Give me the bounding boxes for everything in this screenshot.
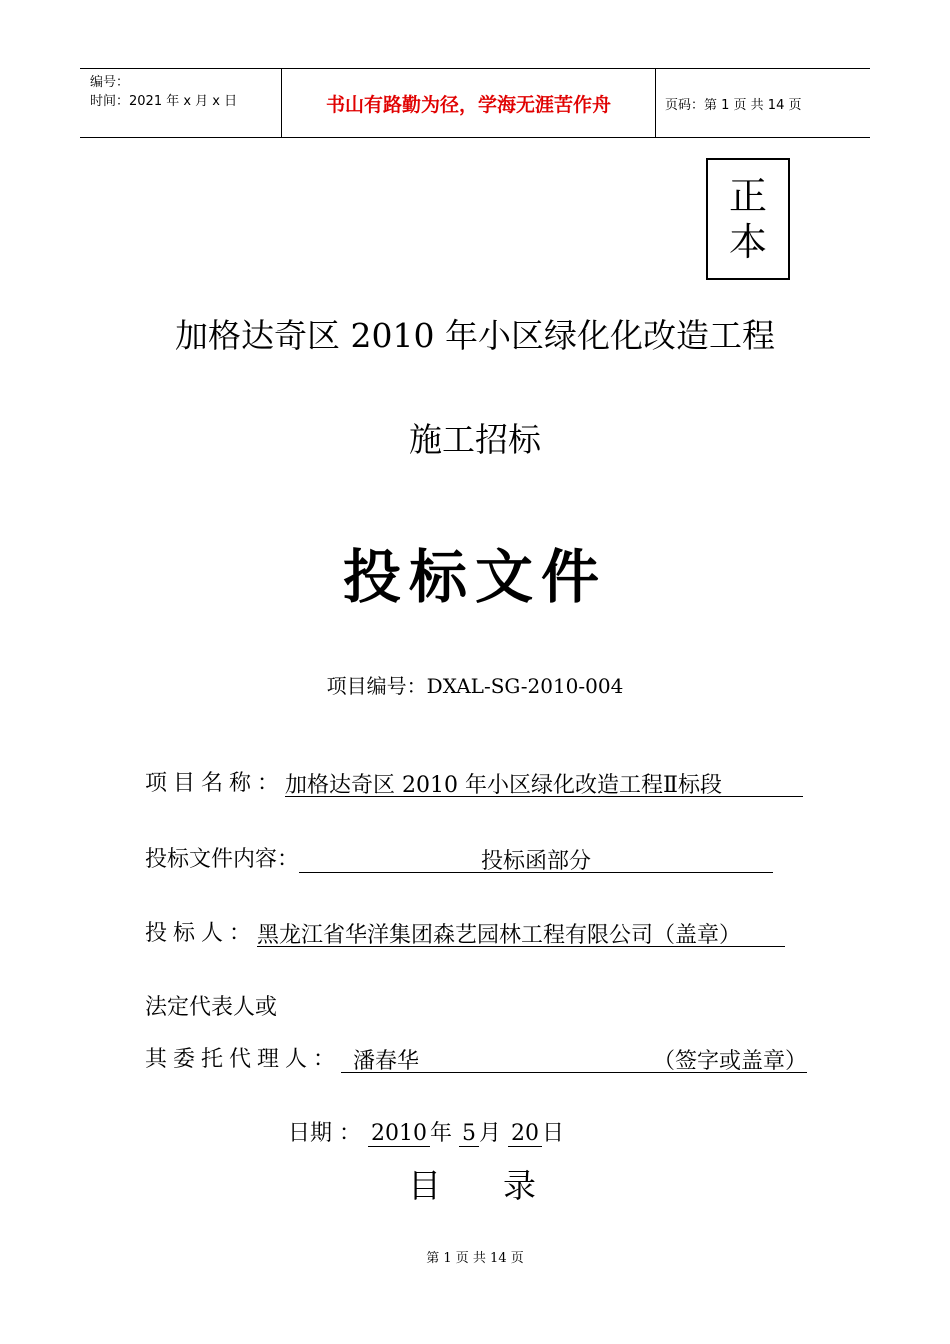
header-page-info: 页码：第 1 页 共 14 页: [665, 97, 802, 113]
stamp-char-1: 正: [728, 174, 767, 218]
stamp-char-2: 本: [728, 220, 767, 264]
legal-rep-label-line: 法定代表人或: [145, 995, 278, 1020]
page-footer: 第 1 页 共 14 页: [426, 1251, 524, 1266]
document-number-label: 编号：: [90, 75, 130, 90]
document-time-label: 时间：2021 年 x 月 x 日: [90, 94, 238, 109]
bidder-label: 投标人：: [145, 921, 258, 946]
original-copy-stamp: [706, 158, 790, 280]
legal-rep-row: [145, 1042, 807, 1073]
date-label: 日期 ：: [288, 1121, 361, 1146]
legal-rep-label: 其委托代理人：: [145, 1047, 342, 1072]
document-type-heading: 投标文件: [342, 543, 607, 611]
table-of-contents-heading: [408, 1160, 536, 1207]
toc-char-1: 目: [408, 1166, 441, 1205]
bidder-value: 黑龙江省华洋集团森艺园林工程有限公司（盖章）: [257, 918, 785, 947]
legal-rep-field: [341, 1044, 807, 1073]
project-name-value: 加格达奇区 2010 年小区绿化改造工程Ⅱ标段: [285, 768, 803, 797]
header-motto-cell: [282, 69, 656, 137]
date-month: 5: [459, 1121, 479, 1147]
date-day-unit: 日: [542, 1121, 565, 1146]
document-title: 加格达奇区 2010 年小区绿化化改造工程: [175, 316, 775, 355]
date-day: 20: [508, 1121, 542, 1147]
project-number: 项目编号：DXAL-SG-2010-004: [326, 674, 624, 698]
document-subtitle: 施工招标: [409, 420, 541, 459]
project-name-label: 项目名称：: [145, 771, 286, 796]
page-header: [80, 68, 870, 138]
header-motto: 书山有路勤为径，学海无涯苦作舟: [325, 93, 611, 116]
date-year: 2010: [368, 1121, 430, 1147]
content-label: 投标文件内容：: [145, 847, 300, 872]
date-year-unit: 年: [430, 1121, 453, 1146]
content-value: 投标函部分: [299, 844, 773, 873]
legal-rep-note: （签字或盖章）: [653, 1049, 808, 1074]
legal-rep-value: 潘春华: [353, 1049, 420, 1074]
toc-char-2: 录: [503, 1166, 536, 1205]
bidder-row: [145, 916, 785, 947]
project-name-row: [145, 766, 803, 797]
date-row: [288, 1116, 564, 1147]
header-meta-cell: [80, 69, 282, 137]
date-month-unit: 月: [479, 1121, 502, 1146]
content-row: [145, 842, 773, 873]
